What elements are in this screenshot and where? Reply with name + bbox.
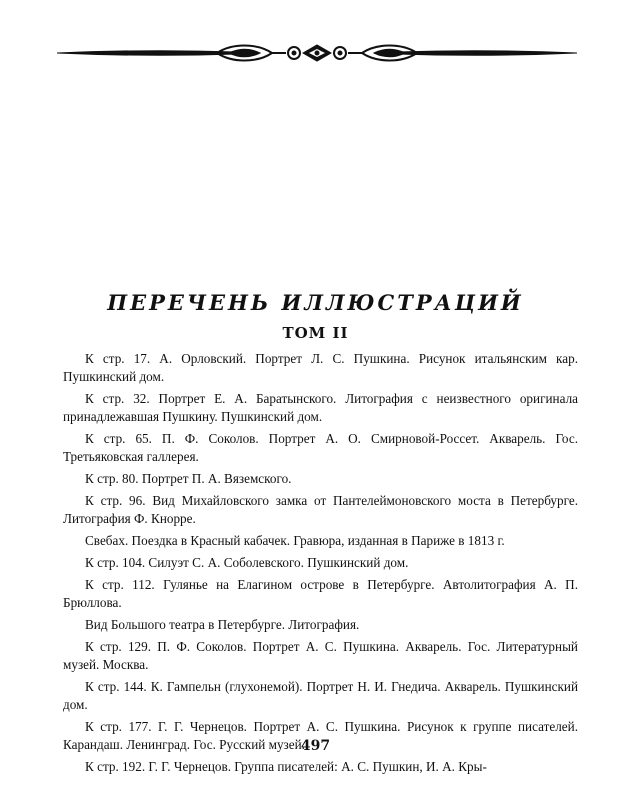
page-title: ПЕРЕЧЕНЬ ИЛЛЮСТРАЦИЙ: [107, 290, 524, 315]
list-item: К стр. 192. Г. Г. Чернецов. Группа писателей: А. С. Пушкин, И. А. Кры-: [85, 759, 487, 774]
list-item: Вид Большого театра в Петербурге. Литография.: [85, 617, 360, 632]
list-item: Свебах. Поездка в Красный кабачек. Гравюра, изданная в Париже в 1813 г.: [85, 533, 505, 548]
list-item: К стр. 104. Силуэт С. А. Соболевского. Пушкинский дом.: [85, 555, 409, 570]
list-item: К стр. 80. Портрет П. А. Вяземского.: [85, 471, 292, 486]
list-item: К стр. 96. Вид Михайловского замка от Пантелеймоновского моста в Петербурге. Литография Ф. Кнорре.: [63, 493, 578, 526]
list-item: К стр. 65. П. Ф. Соколов. Портрет А. О. Смирновой-Россет. Акварель. Гос. Третьяковская галлерея.: [63, 431, 578, 464]
illustration-list: [63, 350, 578, 780]
page-number: 497: [300, 738, 331, 754]
list-item: К стр. 112. Гулянье на Елагином острове в Петербурге. Автолитография А. П. Брюллова.: [63, 577, 578, 610]
list-item: К стр. 17. А. Орловский. Портрет Л. С. Пушкина. Рисунок итальянским кар. Пушкинский дом.: [63, 351, 578, 384]
list-item: К стр. 177. Г. Г. Чернецов. Портрет А. С. Пушкина. Рисунок к группе писателей. Карандаш. Ленинград. Гос. Русский музей.: [63, 719, 578, 752]
list-item: К стр. 144. К. Гампельн (глухонемой). Портрет Н. И. Гнедича. Акварель. Пушкинский дом.: [63, 679, 578, 712]
list-item: К стр. 129. П. Ф. Соколов. Портрет А. С. Пушкина. Акварель. Гос. Литературный музей. Москва.: [63, 639, 578, 672]
header-ornament: [57, 40, 577, 66]
volume-heading: ТОМ II: [282, 324, 349, 342]
list-item: К стр. 32. Портрет Е. А. Баратынского. Литография с неизвестного оригинала принадлежавшая Пушкину. Пушкинский дом.: [63, 391, 578, 424]
